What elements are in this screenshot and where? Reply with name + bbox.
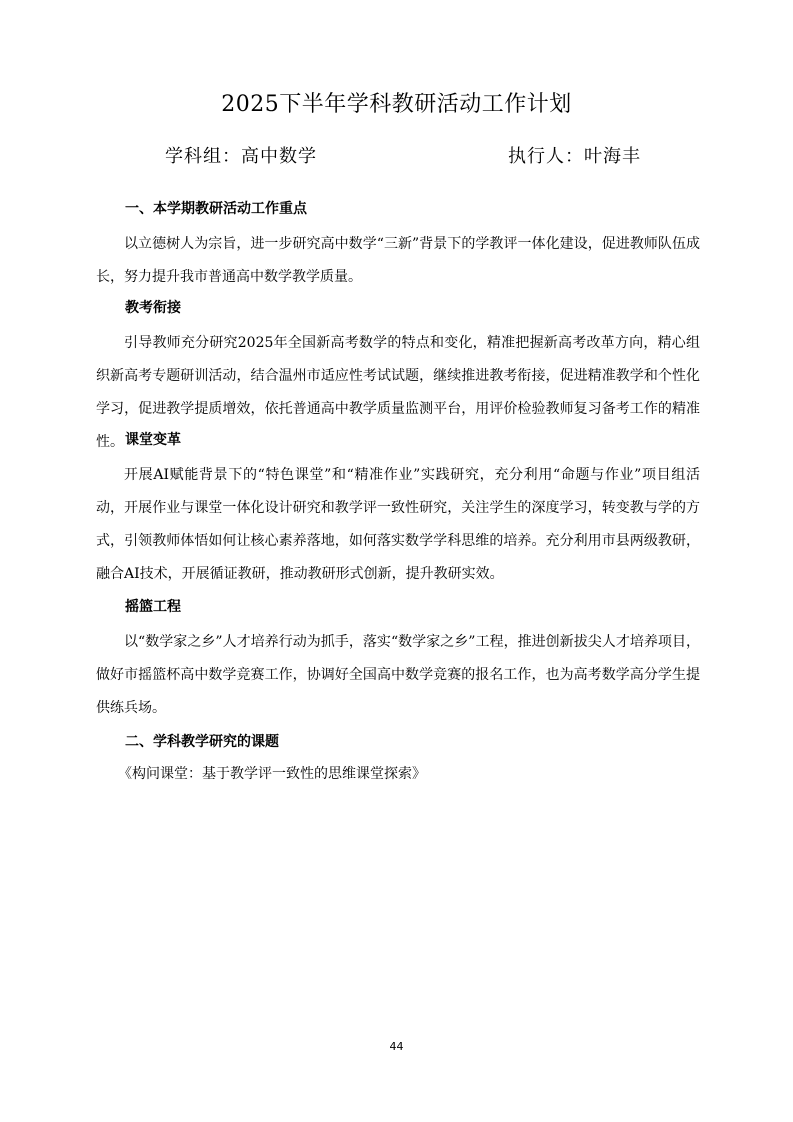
section1-heading: 一、本学期教研活动工作重点 [125,201,307,217]
section2-heading: 二、学科教学研究的课题 [125,734,279,750]
executor-value: 叶海丰 [584,146,641,167]
sub3-heading: 摇篮工程 [125,599,181,615]
subject-group [165,144,317,170]
sub1-text: 引导教师充分研究2025年全国新高考数学的特点和变化，精准把握新高考改革方向，精心组织新高考专题研训活动，结合温州市适应性考试试题，继续推进教考衔接，促进精准教学和个性化学习，促进教学提质增效，依托普通高中教学质量监测平台，用评价检验教师复习备考工作的精准性。 [96,335,700,450]
subject-label: 学科组： [165,146,241,167]
sub2-heading: 课堂变革 [125,432,181,448]
page-number: 44 [389,1040,404,1053]
sub2-text: 开展AI赋能背景下的“特色课堂”和“精准作业”实践研究，充分利用“命题与作业”项目组活动，开展作业与课堂一体化设计研究和教学评一致性研究，关注学生的深度学习，转变教与学的方式，引领教师体悟如何让核心素养落地，如何落实数学学科思维的培养。充分利用市县两级教研，融合AI技术，开展循证教研，推动教研形式创新，提升教研实效。 [96,467,700,582]
sub1-heading: 教考衔接 [125,300,181,316]
executor-label: 执行人： [508,146,584,167]
section1-intro: 以立德树人为宗旨，进一步研究高中数学“三新”背景下的学教评一体化建设，促进教师队伍成长，努力提升我市普通高中数学教学质量。 [96,236,700,285]
research-topic: 《构问课堂：基于教学评一致性的思维课堂探索》 [118,766,426,782]
document-title: 2025下半年学科教研活动工作计划 [221,92,572,117]
subject-value: 高中数学 [241,146,317,167]
executor [508,144,641,170]
sub3-text: 以“数学家之乡”人才培养行动为抓手，落实“数学家之乡”工程，推进创新拔尖人才培养项目，做好市摇篮杯高中数学竞赛工作，协调好全国高中数学竞赛的报名工作，也为高考数学高分学生提供练兵场。 [96,634,700,716]
